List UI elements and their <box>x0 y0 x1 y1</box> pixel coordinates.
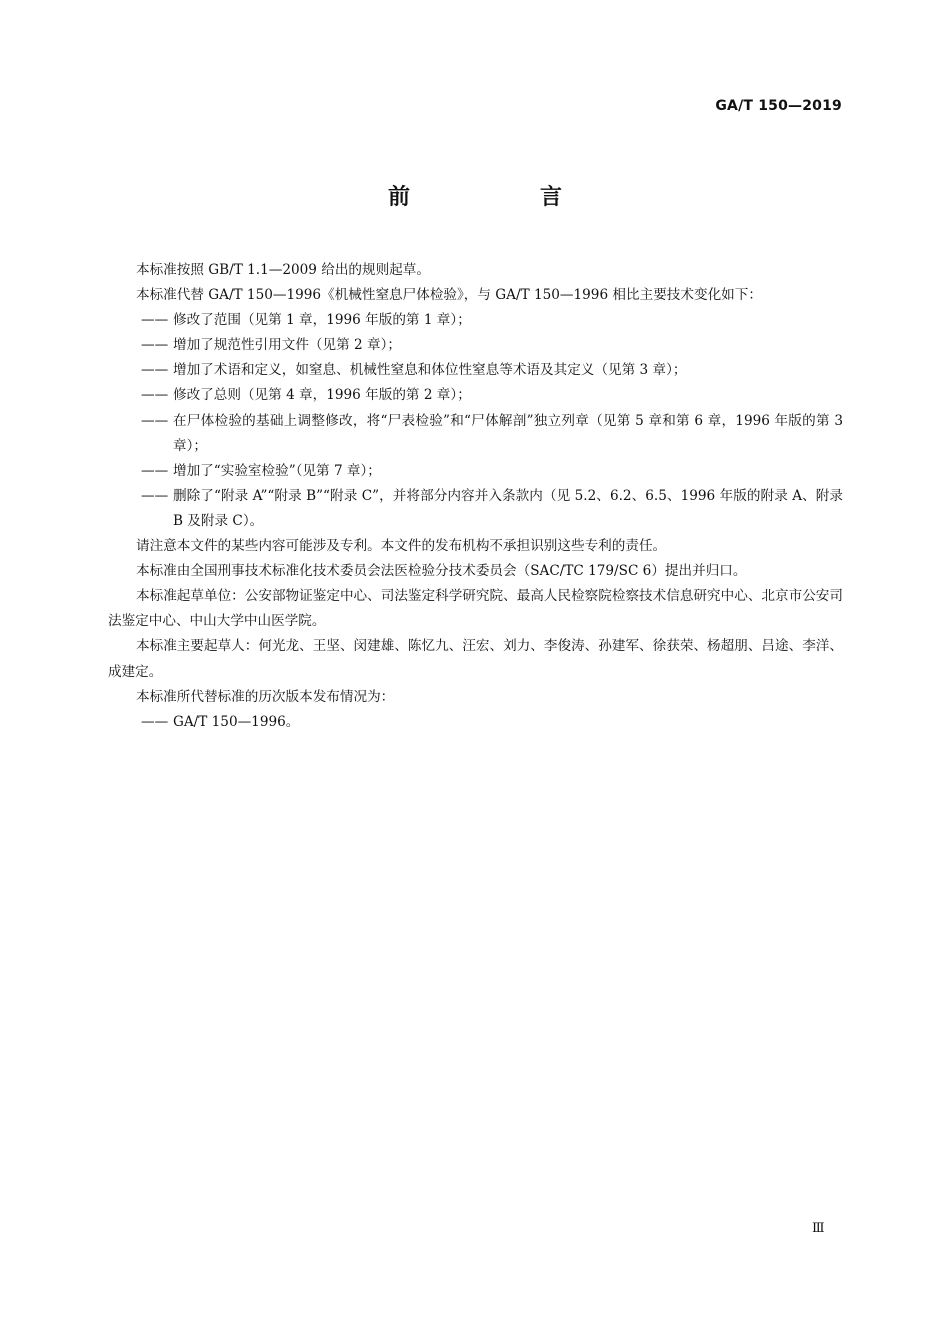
change-item-text: 修改了范围（见第 1 章，1996 年版的第 1 章）； <box>173 312 471 329</box>
paragraph-drafting-rules: 本标准按照 GB/T 1.1—2009 给出的规则起草。 <box>136 262 430 278</box>
paragraph-drafting-units: 本标准起草单位：公安部物证鉴定中心、司法鉴定科学研究院、最高人民检察院检察技术信息研究中心、北京市公安司法鉴定中心、中山大学中山医学院。 <box>108 588 843 630</box>
change-item-text: 修改了总则（见第 4 章，1996 年版的第 2 章）； <box>173 387 471 404</box>
dash-mark: —— <box>141 462 169 479</box>
change-item-text: 删除了“附录 A”“附录 B”“附录 C”，并将部分内容并入条款内（见 5.2、6.2、6.5、1996 年版的附录 A、附录 B 及附录 C）。 <box>173 487 843 529</box>
change-item-text: 在尸体检验的基础上调整修改，将“尸表检验”和“尸体解剖”独立列章（见第 5 章和第 6 章，1996 年版的第 3 章）； <box>173 412 843 454</box>
change-item <box>108 358 843 383</box>
foreword-body <box>108 258 843 735</box>
change-item <box>108 484 843 534</box>
dash-mark: —— <box>141 362 169 379</box>
page-number: Ⅲ <box>812 1221 825 1236</box>
dash-mark: —— <box>141 387 169 404</box>
change-item-text: 增加了“实验室检验”（见第 7 章）； <box>173 462 381 479</box>
history-item <box>108 710 843 735</box>
change-item <box>108 383 843 408</box>
paragraph-drafters: 本标准主要起草人：何光龙、王坚、闵建雄、陈忆九、汪宏、刘力、李俊涛、孙建军、徐获荣、杨超朋、吕途、李洋、成建定。 <box>108 638 843 680</box>
paragraph-history: 本标准所代替标准的历次版本发布情况为： <box>136 688 395 705</box>
paragraph-patent-notice: 请注意本文件的某些内容可能涉及专利。本文件的发布机构不承担识别这些专利的责任。 <box>136 538 667 555</box>
change-item-text: 增加了术语和定义，如窒息、机械性窒息和体位性窒息等术语及其定义（见第 3 章）； <box>173 362 687 379</box>
paragraph-replacement: 本标准代替 GA/T 150—1996《机械性窒息尸体检验》，与 GA/T 150—1996 相比主要技术变化如下： <box>136 287 762 304</box>
paragraph-proposer: 本标准由全国刑事技术标准化技术委员会法医检验分技术委员会（SAC/TC 179/SC 6）提出并归口。 <box>136 563 747 580</box>
change-item <box>108 409 843 459</box>
page-title: 前 言 <box>387 185 616 210</box>
dash-mark: —— <box>141 412 169 429</box>
change-item <box>108 308 843 333</box>
dash-mark: —— <box>141 337 169 354</box>
dash-mark: —— <box>141 312 169 329</box>
dash-mark: —— <box>141 713 169 730</box>
history-item-text: GA/T 150—1996。 <box>173 713 300 730</box>
change-item <box>108 333 843 358</box>
standard-code: GA/T 150—2019 <box>715 98 842 114</box>
change-item <box>108 459 843 484</box>
change-item-text: 增加了规范性引用文件（见第 2 章）； <box>173 337 401 354</box>
dash-mark: —— <box>141 487 169 504</box>
